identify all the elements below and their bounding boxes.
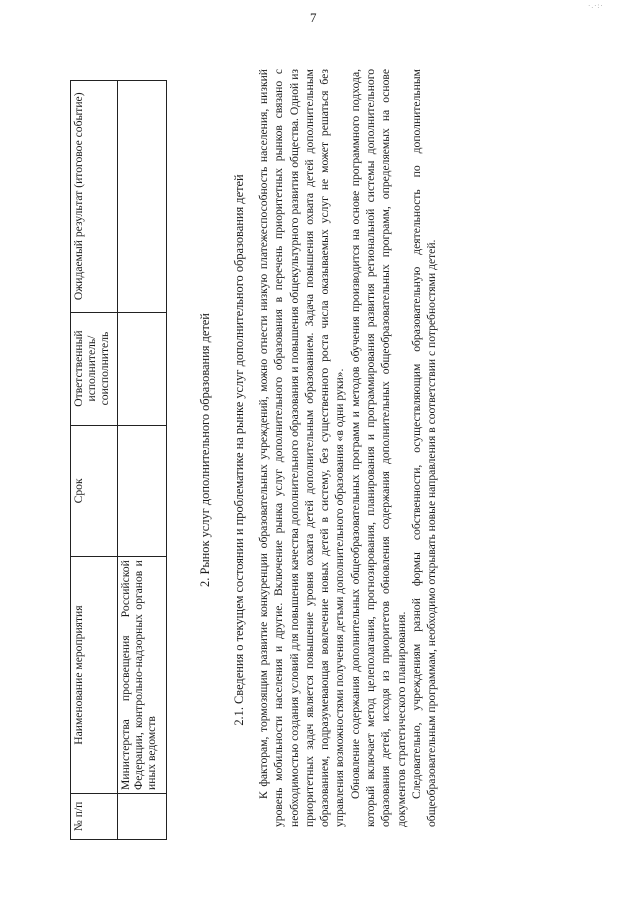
cell-expected-result	[118, 81, 167, 313]
header-term: Срок	[71, 425, 118, 557]
header-measure-name: Наименование мероприятия	[71, 557, 118, 794]
cell-measure-name: Министерства просвещения Российской Федерации, контрольно-надзорных органов и иных ведомств	[118, 557, 167, 794]
header-expected-result: Ожидаемый результат (итоговое событие)	[71, 81, 118, 313]
scan-artifact: ·.·:·	[588, 2, 604, 10]
section-title: 2. Рынок услуг дополнительного образования детей	[198, 313, 212, 587]
rotated-page-content	[70, 45, 550, 855]
measures-table	[70, 80, 167, 840]
paragraph: К факторам, тормозящим развитие конкуренции образовательных учреждений, можно отнести низкую платежеспособность населения, низкий уровень мобильности населения и другие. Включение рынка услуг дополнительного образования в перечень приоритетных рынков связано с необходимостью создания условий для повышения качества дополнительного образования и повышения общекультурного развития общества. Одной из приоритетных задач является повышение уровня охвата детей дополнительным образованием. Задача повышения охвата детей дополнительным образованием, подразумевающая вовлечение новых детей в систему, без существенного роста числа оказываемых услуг не может решаться без управления возможностями получения детьми дополнительного образования «в одни руки».	[257, 69, 347, 827]
paragraph: Следовательно, учреждениям разной формы собственности, осуществляющим образовательную деятельность по дополнительным общеобразовательным программам, необходимо открывать новые направления в соответствии с потребностями детей.	[409, 69, 439, 827]
body-text	[256, 69, 440, 827]
cell-number	[118, 793, 167, 839]
paragraph: Обновление содержания дополнительных общеобразовательных программ и методов обучения производится на основе программного подхода, который включает метод целеполагания, прогнозирования, планирования и программирования развития региональной системы дополнительного образования детей, исходя из приоритетов обновления содержания дополнительных общеобразовательных программ, определяемых на основе документов стратегического планирования.	[348, 69, 408, 827]
table-header-row	[71, 81, 118, 840]
subsection-title: 2.1. Сведения о текущем состоянии и проблематике на рынке услуг дополнительного образования детей	[232, 174, 246, 726]
cell-term	[118, 425, 167, 557]
cell-responsible	[118, 312, 167, 425]
header-number: № п/п	[71, 793, 118, 839]
table-row	[118, 81, 167, 840]
page-number: 7	[310, 10, 317, 25]
header-responsible: Ответственный исполнитель/ соисполнитель	[71, 312, 118, 425]
